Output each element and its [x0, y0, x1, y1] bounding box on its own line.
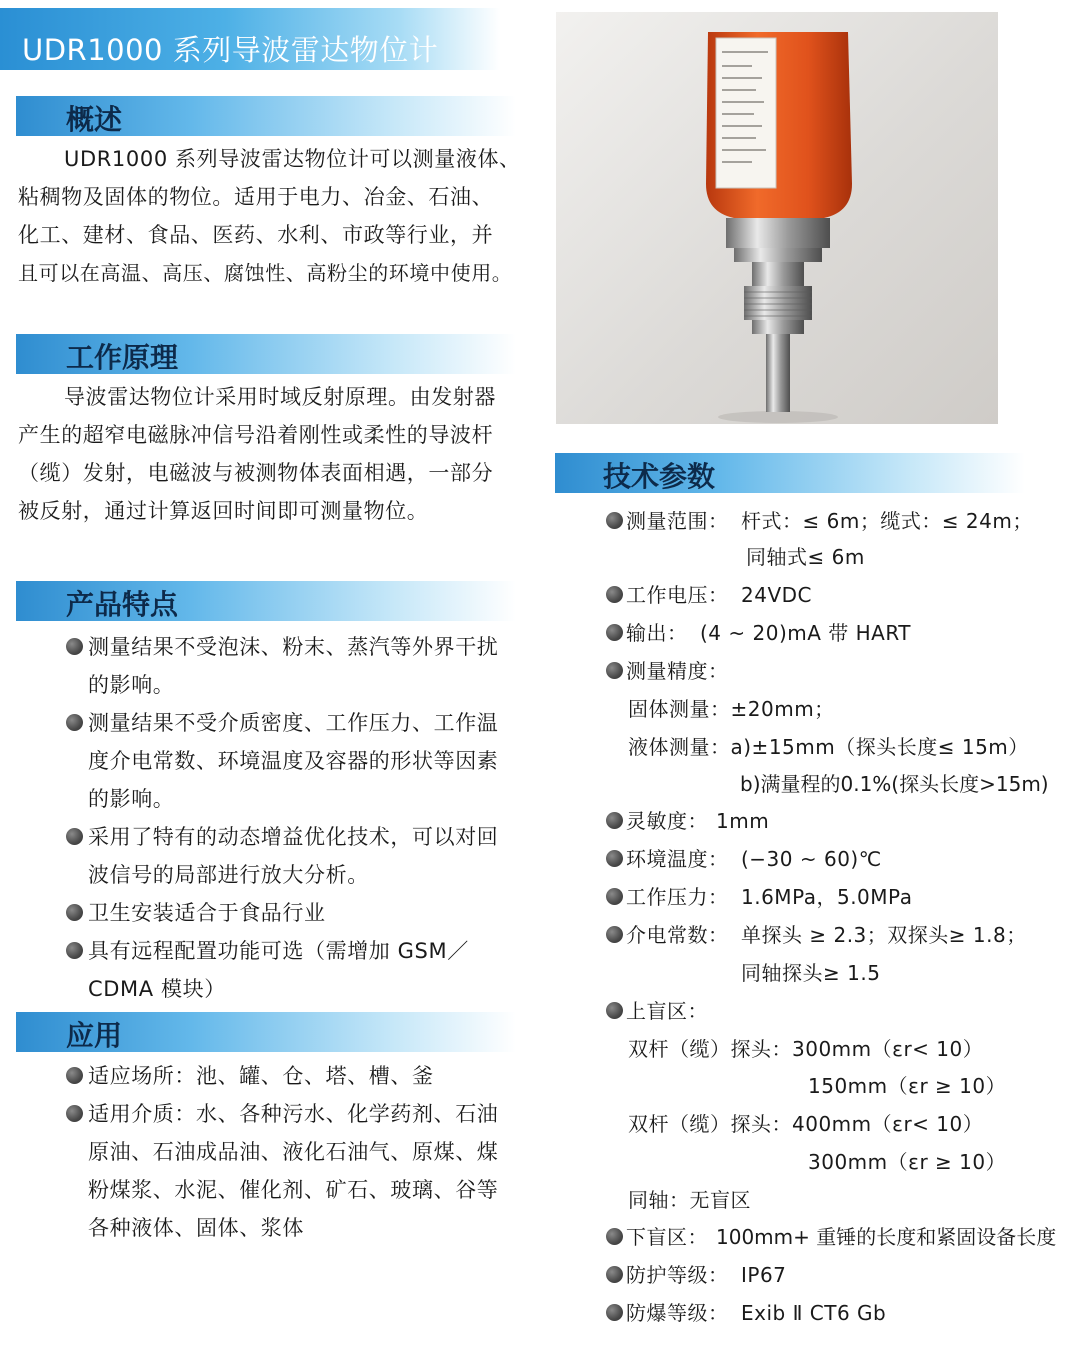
overview-line: 粘稠物及固体的物位。适用于电力、冶金、石油、 [18, 185, 494, 209]
bullet-icon [66, 942, 83, 959]
application-item: 适用介质：水、各种污水、化学药剂、石油 原油、石油成品油、液化石油气、原煤、煤 粉煤浆、水泥、催化剂、矿石、玻璃、谷等 各种液体、固体、浆体 [66, 1095, 536, 1247]
principle-line: 被反射，通过计算返回时间即可测量物位。 [18, 499, 429, 523]
bullet-icon [606, 1304, 623, 1321]
bullet-icon [66, 714, 83, 731]
bullet-icon [66, 904, 83, 921]
bullet-icon [606, 624, 623, 641]
feature-item: 测量结果不受泡沫、粉末、蒸汽等外界干扰 的影响。 [66, 628, 536, 704]
application-item: 适应场所：池、罐、仓、塔、槽、釜 [66, 1057, 536, 1095]
product-photo [556, 12, 998, 424]
bullet-icon [66, 1067, 83, 1084]
feature-item: 卫生安装适合于食品行业 [66, 894, 536, 932]
bullet-icon [606, 1266, 623, 1283]
bullet-icon [66, 1105, 83, 1122]
features-header [16, 581, 516, 621]
overview-line: 且可以在高温、高压、腐蚀性、高粉尘的环境中使用。 [18, 261, 513, 285]
bullet-icon [606, 888, 623, 905]
principle-line: 导波雷达物位计采用时域反射原理。由发射器 [64, 385, 496, 409]
feature-item: 采用了特有的动态增益优化技术，可以对回 波信号的局部进行放大分析。 [66, 818, 536, 894]
application-list [66, 1057, 536, 1247]
bullet-icon [606, 1228, 623, 1245]
features-heading: 产品特点 [66, 588, 179, 621]
overview-line: 化工、建材、食品、医药、水利、市政等行业，并 [18, 223, 494, 247]
overview-line: UDR1000 系列导波雷达物位计可以测量液体、 [64, 147, 521, 171]
bullet-icon [606, 926, 623, 943]
bullet-icon [66, 828, 83, 845]
principle-line: （缆）发射，电磁波与被测物体表面相遇，一部分 [18, 461, 494, 485]
overview-heading: 概述 [66, 103, 123, 136]
title-banner [0, 8, 500, 70]
principle-header [16, 334, 516, 374]
features-list [66, 628, 536, 1008]
page-title: UDR1000 系列导波雷达物位计 [22, 33, 439, 67]
bullet-icon [606, 662, 623, 679]
principle-heading: 工作原理 [66, 341, 179, 374]
bullet-icon [606, 512, 623, 529]
specs-heading: 技术参数 [603, 460, 716, 493]
specs-header [555, 453, 1025, 493]
feature-item: 具有远程配置功能可选（需增加 GSM／ CDMA 模块） [66, 932, 536, 1008]
bullet-icon [606, 586, 623, 603]
radar-level-meter-image [556, 12, 998, 424]
bullet-icon [66, 638, 83, 655]
principle-paragraph [18, 378, 538, 530]
principle-line: 产生的超窄电磁脉冲信号沿着刚性或柔性的导波杆 [18, 423, 494, 447]
bullet-icon [606, 850, 623, 867]
application-heading: 应用 [66, 1019, 123, 1052]
feature-item: 测量结果不受介质密度、工作压力、工作温 度介电常数、环境温度及容器的形状等因素 的影响。 [66, 704, 536, 818]
application-header [16, 1012, 516, 1052]
overview-header [16, 96, 516, 136]
bullet-icon [606, 812, 623, 829]
overview-paragraph [18, 140, 538, 292]
bullet-icon [606, 1002, 623, 1019]
